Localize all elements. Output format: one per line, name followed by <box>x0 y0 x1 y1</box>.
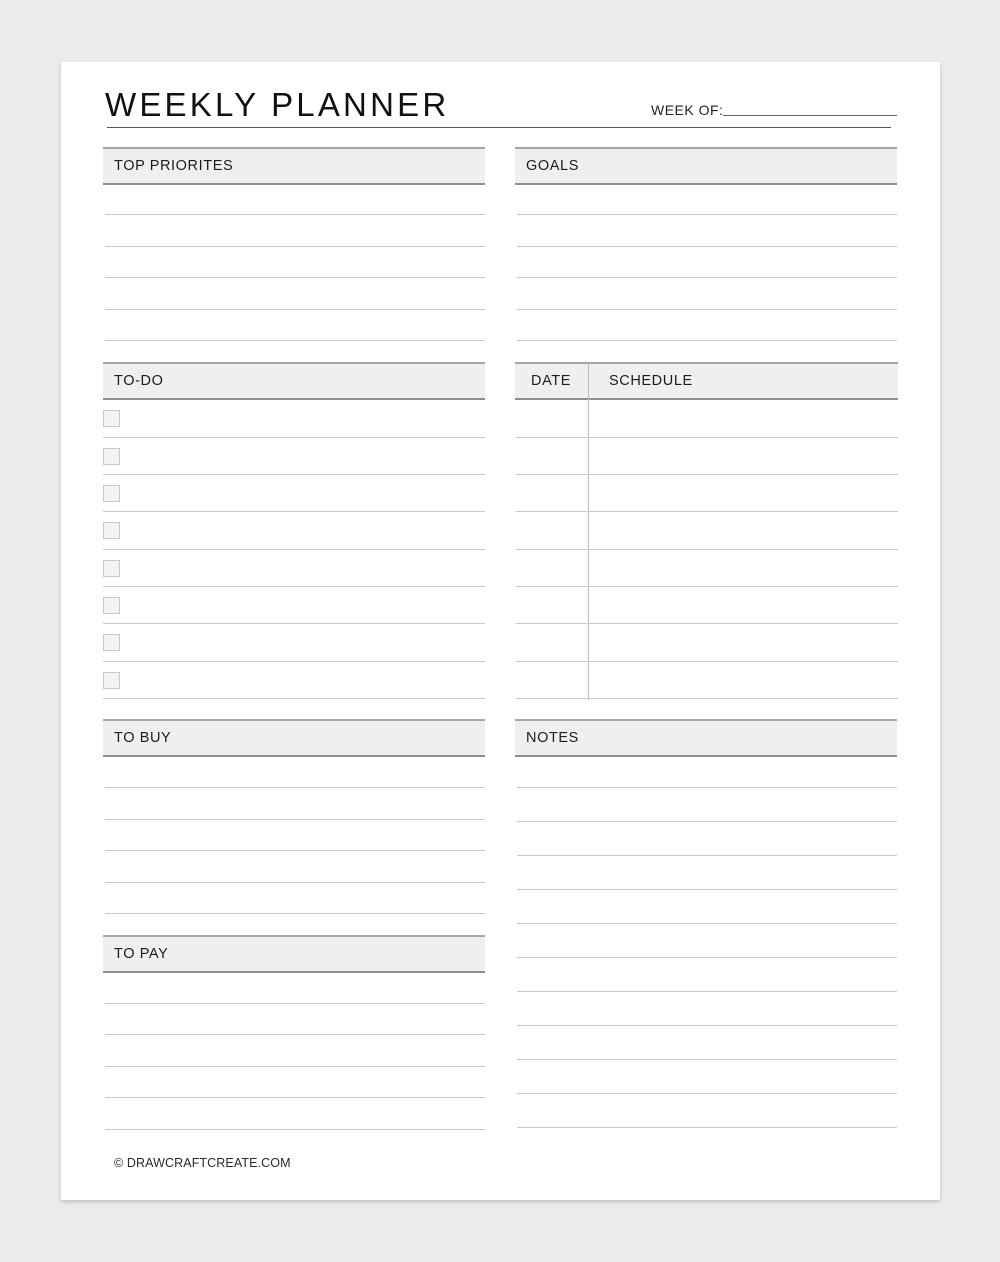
write-line[interactable] <box>517 309 897 310</box>
todo-line[interactable] <box>103 437 485 438</box>
write-line[interactable] <box>105 882 485 883</box>
schedule-row-line[interactable] <box>516 586 898 587</box>
notes-label: NOTES <box>526 730 579 746</box>
todo-line[interactable] <box>103 549 485 550</box>
write-line[interactable] <box>105 787 485 788</box>
todo-checkbox[interactable] <box>103 448 120 465</box>
week-of-label: WEEK OF: <box>651 102 724 118</box>
write-line[interactable] <box>105 913 485 914</box>
write-line[interactable] <box>105 1034 485 1035</box>
goals-label: GOALS <box>526 158 579 174</box>
write-line[interactable] <box>105 819 485 820</box>
todo-checkbox[interactable] <box>103 634 120 651</box>
to-pay-label: TO PAY <box>114 946 169 962</box>
schedule-row-line[interactable] <box>516 474 898 475</box>
write-line[interactable] <box>517 1127 897 1128</box>
schedule-row-line[interactable] <box>516 549 898 550</box>
write-line[interactable] <box>105 214 485 215</box>
todo-line[interactable] <box>103 474 485 475</box>
write-line[interactable] <box>517 787 897 788</box>
write-line[interactable] <box>517 923 897 924</box>
to-buy-header <box>103 719 485 757</box>
schedule-row-line[interactable] <box>516 698 898 699</box>
top-priorities-header <box>103 147 485 185</box>
write-line[interactable] <box>105 1003 485 1004</box>
date-column-label: DATE <box>531 373 571 389</box>
write-line[interactable] <box>105 246 485 247</box>
todo-checkbox[interactable] <box>103 560 120 577</box>
write-line[interactable] <box>517 214 897 215</box>
write-line[interactable] <box>105 340 485 341</box>
write-line[interactable] <box>105 1066 485 1067</box>
write-line[interactable] <box>517 855 897 856</box>
to-buy-label: TO BUY <box>114 730 172 746</box>
write-line[interactable] <box>517 1025 897 1026</box>
todo-checkbox[interactable] <box>103 597 120 614</box>
write-line[interactable] <box>517 889 897 890</box>
write-line[interactable] <box>517 821 897 822</box>
write-line[interactable] <box>517 1059 897 1060</box>
write-line[interactable] <box>105 309 485 310</box>
write-line[interactable] <box>517 277 897 278</box>
todo-line[interactable] <box>103 661 485 662</box>
title-underline <box>107 127 891 128</box>
todo-checkbox[interactable] <box>103 485 120 502</box>
todo-line[interactable] <box>103 623 485 624</box>
write-line[interactable] <box>517 1093 897 1094</box>
planner-page <box>61 62 940 1200</box>
date-schedule-divider <box>588 363 589 700</box>
week-of-field[interactable] <box>723 115 897 116</box>
todo-checkbox[interactable] <box>103 672 120 689</box>
schedule-row-line[interactable] <box>516 623 898 624</box>
to-pay-header <box>103 935 485 973</box>
page-title: WEEKLY PLANNER <box>105 86 450 123</box>
write-line[interactable] <box>105 277 485 278</box>
notes-header <box>515 719 897 757</box>
goals-header <box>515 147 897 185</box>
todo-checkbox[interactable] <box>103 410 120 427</box>
write-line[interactable] <box>517 246 897 247</box>
todo-label: TO-DO <box>114 373 164 389</box>
schedule-row-line[interactable] <box>516 511 898 512</box>
write-line[interactable] <box>105 1097 485 1098</box>
todo-line[interactable] <box>103 698 485 699</box>
schedule-header <box>515 362 898 400</box>
schedule-row-line[interactable] <box>516 437 898 438</box>
write-line[interactable] <box>105 1129 485 1130</box>
schedule-column-label: SCHEDULE <box>609 373 693 389</box>
todo-checkbox[interactable] <box>103 522 120 539</box>
todo-header <box>103 362 485 400</box>
write-line[interactable] <box>105 850 485 851</box>
write-line[interactable] <box>517 340 897 341</box>
copyright-footer: © DRAWCRAFTCREATE.COM <box>114 1156 291 1170</box>
write-line[interactable] <box>517 957 897 958</box>
top-priorities-label: TOP PRIORITES <box>114 158 234 174</box>
schedule-row-line[interactable] <box>516 661 898 662</box>
write-line[interactable] <box>517 991 897 992</box>
todo-line[interactable] <box>103 511 485 512</box>
todo-line[interactable] <box>103 586 485 587</box>
